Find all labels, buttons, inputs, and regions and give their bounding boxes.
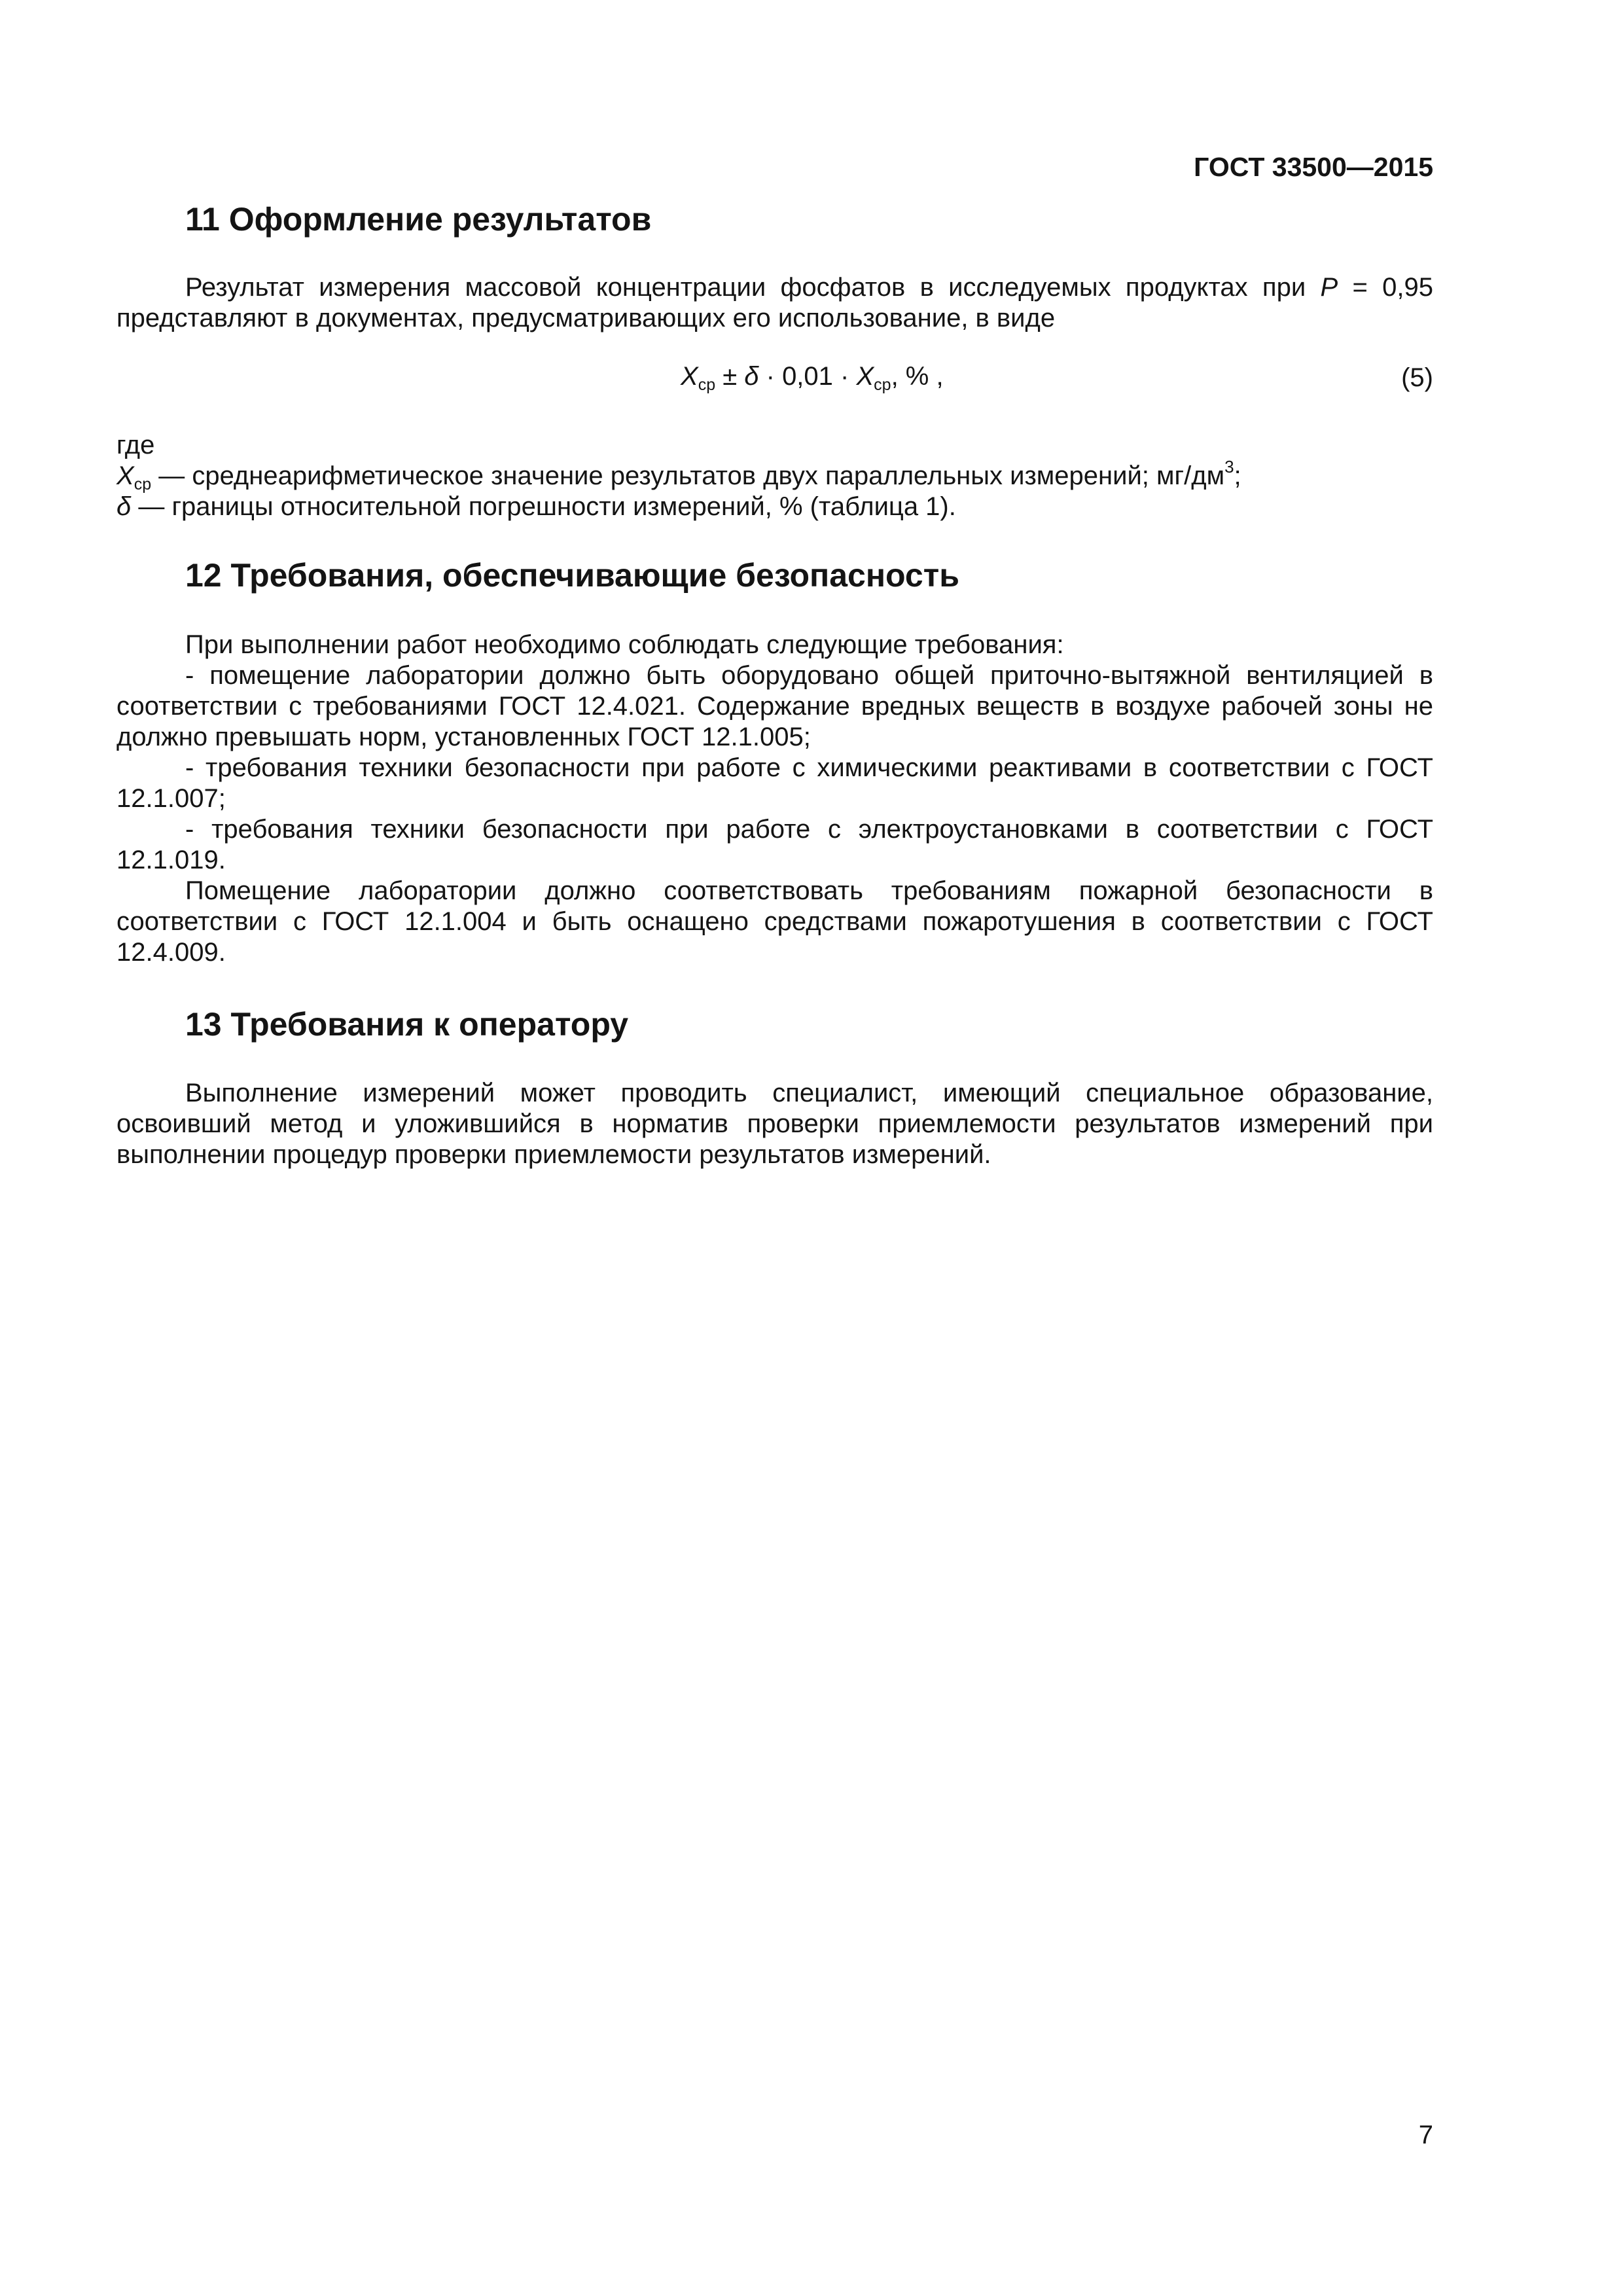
def-delta-var: δ: [116, 492, 132, 521]
section-12-body: [116, 630, 1433, 968]
formula-sub: ср: [698, 376, 716, 394]
formula-tail: , % ,: [891, 362, 944, 391]
para-text: Результат измерения массовой концентрации фосфатов в исследуемых продуктах при: [185, 273, 1306, 302]
section-11-para-line2: представляют в документах, предусматривающих его использование, в виде: [116, 304, 1056, 332]
section-11-title: 11 Оформление результатов: [185, 201, 652, 238]
section-13-body: [116, 1078, 1433, 1170]
def-x-sub: ср: [134, 475, 152, 493]
formula-x: X: [681, 362, 698, 391]
p-variable: P: [1320, 273, 1338, 302]
section-12-title: 12 Требования, обеспечивающие безопасность: [185, 557, 959, 594]
formula-dot2: ·: [832, 362, 857, 391]
section-12-intro: При выполнении работ необходимо соблюдать следующие требования:: [185, 630, 1064, 659]
section-13-title: 13 Требования к оператору: [185, 1006, 629, 1043]
definition-x: [116, 457, 1433, 493]
formula-dot1: ·: [758, 362, 783, 391]
definition-delta: [116, 492, 1433, 522]
section-11-para-line1: [116, 272, 1433, 303]
def-x-var: X: [116, 461, 134, 490]
equation-number: (5): [1401, 363, 1433, 392]
def-x-sup: 3: [1224, 457, 1234, 476]
def-x-end: ;: [1234, 461, 1241, 490]
formula-coef: 0,01: [782, 362, 833, 391]
document-id: ГОСТ 33500—2015: [1194, 152, 1433, 182]
section-11-paragraph: [116, 272, 1433, 334]
section-12-item-1: - помещение лаборатории должно быть оборудовано общей приточно-вытяжной вентиляцией в соответствии с требованиями ГОСТ 12.4.021. Содержание вредных веществ в воздухе рабочей зоны не должно превышать норм, установленных ГОСТ 12.1.005;: [116, 661, 1433, 751]
formula-sub2: ср: [874, 376, 891, 394]
p-value: = 0,95: [1338, 273, 1434, 302]
section-13-paragraph: Выполнение измерений может проводить специалист, имеющий специальное образование, освоивший метод и уложившийся в норматив проверки приемлемости результатов измерений при выполнении процедур проверки приемлемости результатов измерений.: [116, 1079, 1433, 1169]
formula-x2: X: [856, 362, 874, 391]
formula-delta: δ: [744, 362, 759, 391]
definitions: [116, 430, 1433, 522]
section-12-paragraph-2: Помещение лаборатории должно соответствовать требованиям пожарной безопасности в соответствии с ГОСТ 12.1.004 и быть оснащено средствами пожаротушения в соответствии с ГОСТ 12.4.009.: [116, 876, 1433, 967]
formula-pm: ±: [715, 362, 745, 391]
section-12-item-2: - требования техники безопасности при работе с химическими реактивами в соответствии с ГОСТ 12.1.007;: [116, 753, 1433, 813]
section-12-item-3: - требования техники безопасности при работе с электроустановками в соответствии с ГОСТ 12.1.019.: [116, 815, 1433, 874]
formula-5: [681, 362, 944, 394]
def-delta-text: — границы относительной погрешности измерений, % (таблица 1).: [131, 492, 956, 521]
where-label: где: [116, 431, 155, 459]
def-x-text: — среднеарифметическое значение результатов двух параллельных измерений; мг/дм: [151, 461, 1225, 490]
page-number: 7: [1418, 2121, 1433, 2149]
